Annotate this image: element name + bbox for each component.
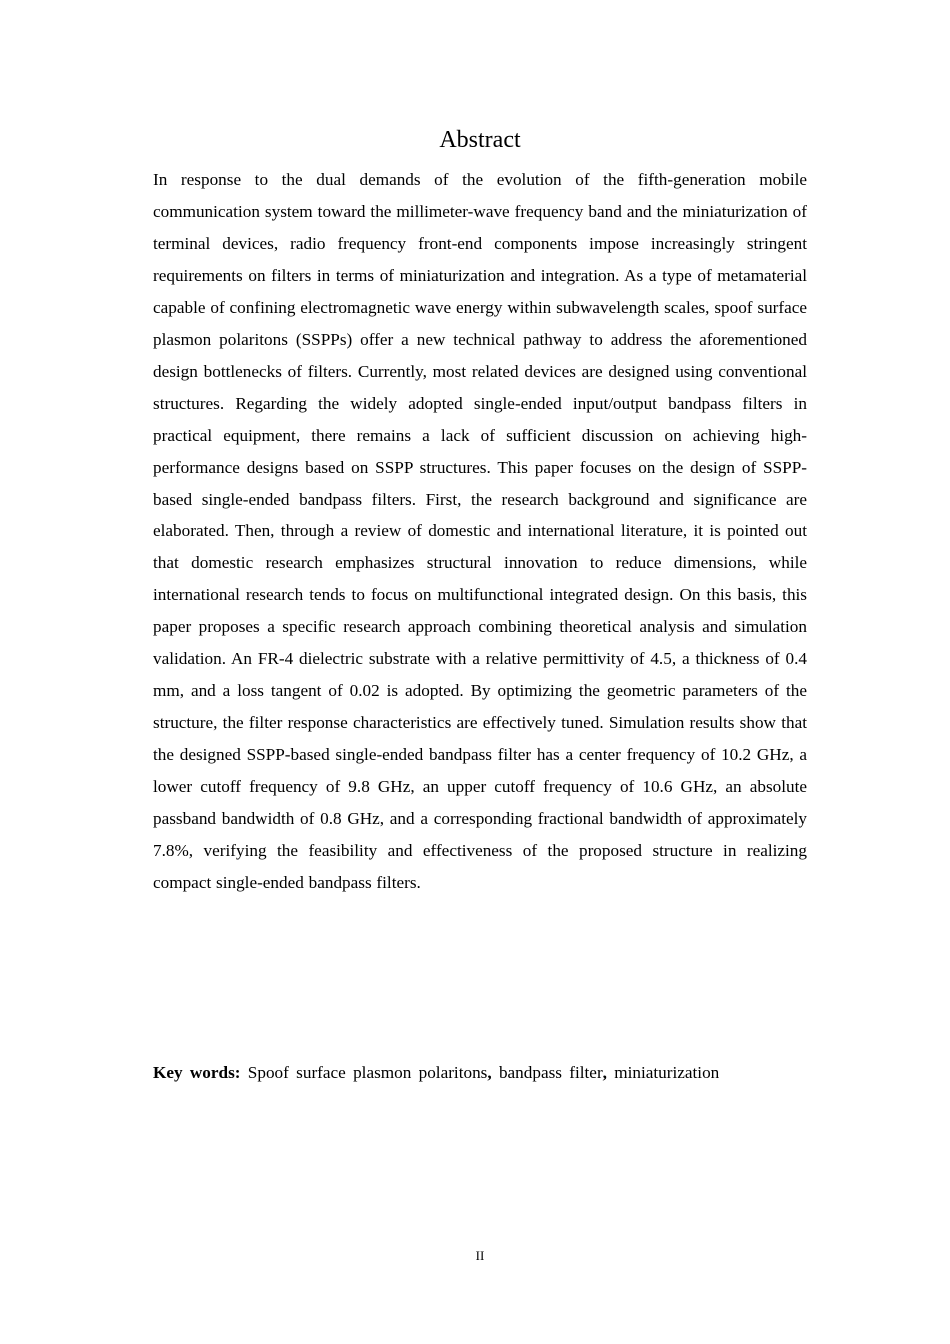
page-number: II <box>475 1248 485 1263</box>
keyword-term: bandpass filter <box>498 1063 603 1082</box>
keywords-line <box>153 1058 833 1088</box>
keyword-separator: , <box>602 1063 607 1082</box>
keyword-separator: , <box>487 1063 492 1082</box>
abstract-paragraph: In response to the dual demands of the evolution of the fifth-generation mobile communication system toward the millimeter-wave frequency band and the miniaturization of terminal devices, radio frequency front-end components impose increasingly stringent requirements on filters in terms of miniaturization and integration. As a type of metamaterial capable of confining electromagnetic wave energy within subwavelength scales, spoof surface plasmon polaritons (SSPPs) offer a new technical pathway to address the aforementioned design bottlenecks of filters. Currently, most related devices are designed using conventional structures. Regarding the widely adopted single-ended input/output bandpass filters in practical equipment, there remains a lack of sufficient discussion on achieving high-performance designs based on SSPP structures. This paper focuses on the design of SSPP-based single-ended bandpass filters. First, the research background and significance are elaborated. Then, through a review of domestic and international literature, it is pointed out that domestic research emphasizes structural innovation to reduce dimensions, while international research tends to focus on multifunctional integrated design. On this basis, this paper proposes a specific research approach combining theoretical analysis and simulation validation. An FR-4 dielectric substrate with a relative permittivity of 4.5, a thickness of 0.4 mm, and a loss tangent of 0.02 is adopted. By optimizing the geometric parameters of the structure, the filter response characteristics are effectively tuned. Simulation results show that the designed SSPP-based single-ended bandpass filter has a center frequency of 10.2 GHz, a lower cutoff frequency of 9.8 GHz, an upper cutoff frequency of 10.6 GHz, an absolute passband bandwidth of 0.8 GHz, and a corresponding fractional bandwidth of approximately 7.8%, verifying the feasibility and effectiveness of the proposed structure in realizing compact single-ended bandpass filters. <box>153 170 807 892</box>
abstract-title: Abstract <box>439 127 521 153</box>
keyword-term: miniaturization <box>614 1063 720 1082</box>
keywords-label: Key words: <box>153 1063 241 1082</box>
keyword-term: Spoof surface plasmon polaritons <box>247 1063 488 1082</box>
